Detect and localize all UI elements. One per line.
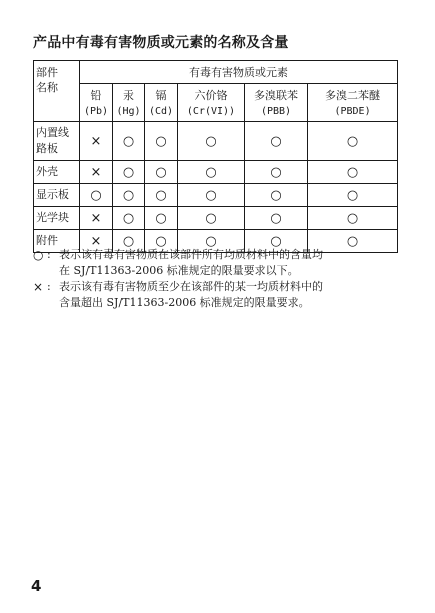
page-title: 产品中有毒有害物质或元素的名称及含量 — [33, 35, 289, 51]
row-label-line: 路板 — [36, 142, 58, 155]
table-cell: ○ — [113, 230, 145, 253]
substance-column-headers — [34, 84, 398, 122]
table-cell: ○ — [308, 230, 398, 253]
table-cell: ○ — [245, 122, 308, 161]
table-cell: × — [80, 122, 113, 161]
column-symbol: (PBB) — [260, 106, 292, 117]
note-colon: : — [47, 248, 51, 261]
note-text — [59, 279, 408, 311]
note-line: 表示该有毒有害物质在该部件所有均质材料中的含量均 — [59, 248, 323, 261]
table-cell: ○ — [145, 230, 178, 253]
column-symbol: (Pb) — [83, 106, 109, 117]
column-name: 汞 — [123, 89, 134, 102]
table-cell: × — [80, 161, 113, 184]
hazardous-substances-table — [33, 60, 398, 253]
note-colon: : — [47, 280, 51, 293]
table-cell: ○ — [145, 161, 178, 184]
column-name: 铅 — [90, 89, 102, 102]
table-cell: ○ — [308, 122, 398, 161]
table-cell: ○ — [145, 122, 178, 161]
row-label: 显示板 — [34, 184, 80, 207]
table-cell: ○ — [113, 122, 145, 161]
table-cell: ○ — [308, 161, 398, 184]
cross-icon: × — [33, 280, 44, 294]
row-label: 光学块 — [34, 207, 80, 230]
table-row — [34, 161, 398, 184]
table-cell: ○ — [178, 184, 245, 207]
circle-icon: ○ — [33, 248, 44, 262]
table-row — [34, 122, 398, 161]
table-cell: ○ — [145, 207, 178, 230]
table-cell: ○ — [178, 122, 245, 161]
note-line: 表示该有毒有害物质至少在该部件的某一均质材料中的 — [59, 280, 323, 293]
column-header-lead — [80, 84, 113, 122]
column-header-chromium — [178, 84, 245, 122]
table-cell: ○ — [308, 184, 398, 207]
table-cell: × — [80, 230, 113, 253]
column-name: 镉 — [155, 89, 167, 102]
table-cell: ○ — [245, 207, 308, 230]
column-header-mercury — [113, 84, 145, 122]
note-line: 含量超出 SJ/T11363-2006 标准规定的限量要求。 — [59, 296, 310, 309]
part-name-header — [34, 61, 80, 122]
page-number: 4 — [31, 577, 42, 595]
row-label: 附件 — [34, 230, 80, 253]
row-label — [34, 122, 80, 161]
column-name: 多溴二苯醚 — [325, 89, 381, 102]
legend-notes — [33, 247, 408, 311]
part-header-line-2: 名称 — [36, 81, 58, 94]
row-label: 外壳 — [34, 161, 80, 184]
note-line: 在 SJ/T11363-2006 标准规定的限量要求以下。 — [59, 264, 299, 277]
table-cell: ○ — [113, 161, 145, 184]
column-header-pbde — [308, 84, 398, 122]
note-text — [59, 247, 408, 279]
table-cell: ○ — [245, 230, 308, 253]
column-header-cadmium — [145, 84, 178, 122]
row-label-line: 内置线 — [36, 126, 69, 139]
table-cell: ○ — [113, 184, 145, 207]
note-circle — [33, 247, 408, 279]
part-header-line-1: 部件 — [36, 66, 58, 79]
table-cell: ○ — [308, 207, 398, 230]
table-row — [34, 184, 398, 207]
column-header-pbb — [245, 84, 308, 122]
column-symbol: (Cr(VI)) — [186, 106, 236, 117]
column-symbol: (Hg) — [116, 106, 141, 117]
table-cell: ○ — [80, 184, 113, 207]
column-symbol: (PBDE) — [334, 106, 371, 117]
table-cell: ○ — [145, 184, 178, 207]
note-cross — [33, 279, 408, 311]
substance-group-header: 有毒有害物质或元素 — [80, 61, 398, 84]
table-cell: ○ — [178, 230, 245, 253]
table-cell: × — [80, 207, 113, 230]
table-cell: ○ — [178, 207, 245, 230]
table-cell: ○ — [245, 184, 308, 207]
table-cell: ○ — [178, 161, 245, 184]
table-cell: ○ — [113, 207, 145, 230]
table-cell: ○ — [245, 161, 308, 184]
column-name: 六价铬 — [194, 89, 228, 102]
table-row — [34, 207, 398, 230]
column-name: 多溴联苯 — [254, 89, 298, 102]
column-symbol: (Cd) — [148, 106, 174, 117]
